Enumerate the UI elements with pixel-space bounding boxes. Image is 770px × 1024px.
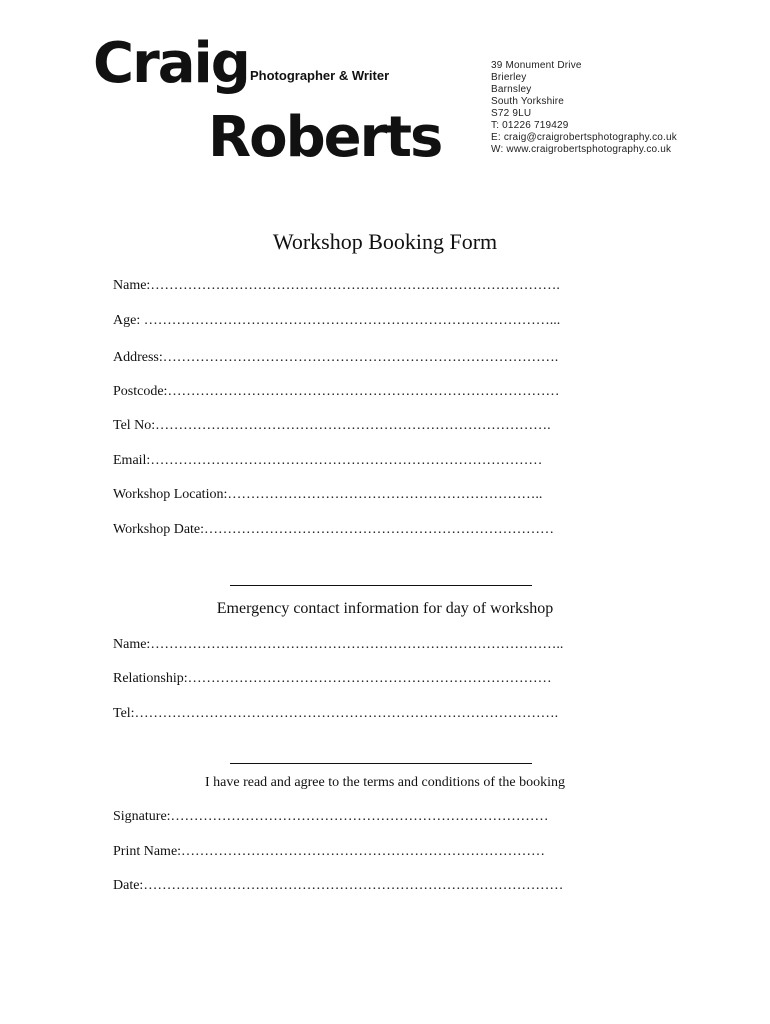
address-town: Barnsley xyxy=(491,84,532,95)
field-email[interactable]: Email:………………………………………………………………………… xyxy=(113,453,543,468)
contact-address-block xyxy=(491,60,677,156)
emergency-section-title: Emergency contact information for day of workshop xyxy=(216,600,554,617)
field-workshop-location[interactable]: Workshop Location:………………………………………………………….. xyxy=(113,487,543,502)
brand-first-name: Craig xyxy=(93,31,249,96)
field-age[interactable]: Age: ……………………………………………………………………………... xyxy=(113,313,561,328)
section-divider xyxy=(230,763,532,764)
address-street: 39 Monument Drive xyxy=(491,60,582,71)
address-postcode: S72 9LU xyxy=(491,108,532,119)
field-date[interactable]: Date:……………………………………………………………………………… xyxy=(113,878,564,893)
agreement-statement: I have read and agree to the terms and conditions of the booking xyxy=(205,775,565,790)
field-name[interactable]: Name:……………………………………………………………………………. xyxy=(113,278,560,293)
field-print-name[interactable]: Print Name:…………………………………………………………………… xyxy=(113,844,546,859)
address-email: E: craig@craigrobertsphotography.co.uk xyxy=(491,132,677,143)
address-village: Brierley xyxy=(491,72,527,83)
field-address[interactable]: Address:…………………………………………………………………………. xyxy=(113,350,559,365)
brand-last-name: Roberts xyxy=(208,105,442,170)
field-tel-no[interactable]: Tel No:…………………………………………………………………………. xyxy=(113,418,551,433)
field-emergency-relationship[interactable]: Relationship:…………………………………………………………………… xyxy=(113,671,552,686)
section-divider xyxy=(230,585,532,586)
address-website: W: www.craigrobertsphotography.co.uk xyxy=(491,144,672,155)
field-postcode[interactable]: Postcode:………………………………………………………………………… xyxy=(113,384,560,399)
field-workshop-date[interactable]: Workshop Date:………………………………………………………………… xyxy=(113,522,555,537)
field-emergency-tel[interactable]: Tel:………………………………………………………………………………. xyxy=(113,706,559,721)
brand-tagline: Photographer & Writer xyxy=(250,68,390,83)
address-telephone: T: 01226 719429 xyxy=(491,120,569,131)
form-title: Workshop Booking Form xyxy=(272,229,498,254)
field-emergency-name[interactable]: Name:…………………………………………………………………………….. xyxy=(113,637,564,652)
field-signature[interactable]: Signature:……………………………………………………………………… xyxy=(113,809,549,824)
address-county: South Yorkshire xyxy=(491,96,565,107)
